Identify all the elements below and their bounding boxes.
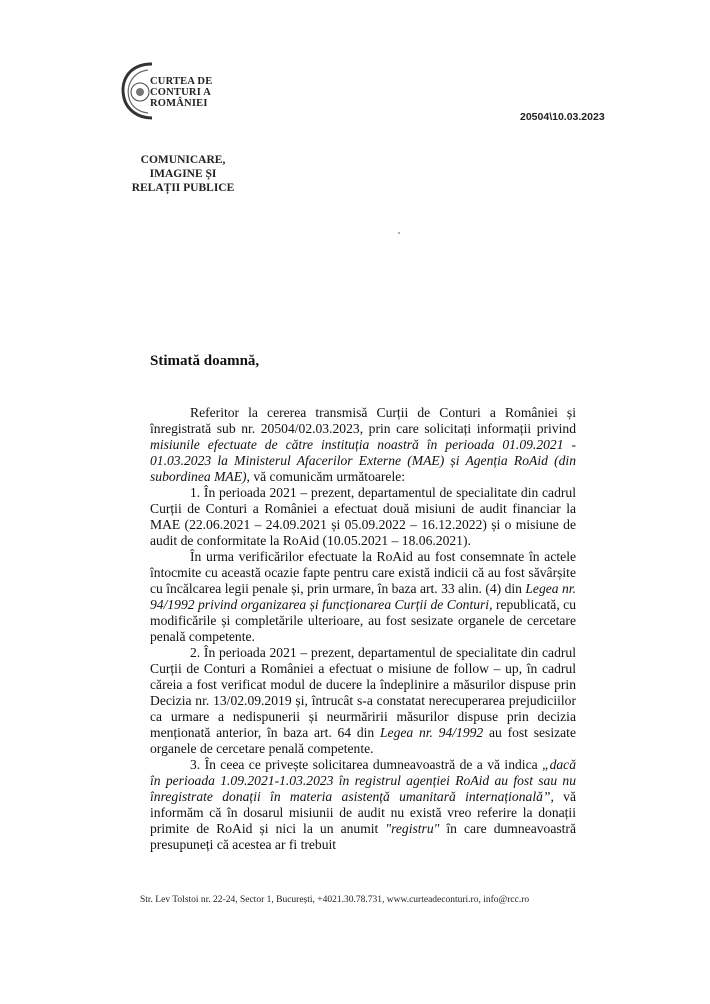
- text-run: 3. În ceea ce privește solicitarea dumneavoastră de a vă indica: [190, 757, 543, 772]
- letter-body: [150, 405, 576, 853]
- department-name: [128, 153, 238, 195]
- registration-number: 20504\10.03.2023: [520, 111, 605, 123]
- text-run: , vă informăm că în dosarul misiunii de audit nu există vreo referire la donații primite de RoAid și nici la un anumit: [150, 789, 576, 836]
- footer-contact: Str. Lev Tolstoi nr. 22-24, Sector 1, București, +4021.30.78.731, www.curteadeconturi.ro, info@rcc.ro: [140, 895, 530, 905]
- paragraph-roaid-findings: [150, 549, 576, 645]
- department-line-1: COMUNICARE,: [140, 154, 226, 166]
- text-run: , vă comunicăm următoarele:: [246, 469, 406, 484]
- logo-line-1: CURTEA DE: [150, 76, 213, 87]
- text-run-italic: "registru": [385, 821, 440, 836]
- text-run-italic: „dacă în perioada 1.09.2021-1.03.2023 în registrul agenției RoAid au fost sau nu înregistrate donații în materia asistență umanitară internațională”: [150, 757, 576, 804]
- text-run-italic: Legea nr. 94/1992: [379, 725, 484, 740]
- paragraph-point-3: [150, 757, 576, 853]
- paragraph-request: [150, 405, 576, 485]
- logo-line-2: CONTURI A: [150, 87, 212, 98]
- department-line-3: RELAȚII PUBLICE: [131, 182, 235, 194]
- paragraph-point-2: [150, 645, 576, 757]
- text-run: , republicată, cu modificările și completările ulterioare, au fost sesizate organele de cercetare penală competente.: [150, 597, 577, 644]
- scan-speck: [398, 232, 400, 234]
- text-run: 2. În perioada 2021 – prezent, departamentul de specialitate din cadrul Curții de Conturi a României a efectuat o misiune de follow – up, în cadrul căreia a fost verificat modul de ducere la îndeplinire a măsurilor dispuse prin Decizia nr. 13/02.09.2019 și, întrucât s-a constatat nerecuperarea prejudiciilor ca urmare a nedispunerii și neurmăririi măsurilor dispuse prin decizia menționată anterior, în baza art. 64 din: [150, 645, 576, 740]
- institution-logo: [118, 58, 228, 128]
- salutation: Stimată doamnă,: [150, 353, 260, 369]
- logo-text: [150, 76, 212, 109]
- text-run: au fost sesizate organele de cercetare penală competente.: [150, 725, 576, 756]
- text-run: în care dumneavoastră presupuneți că acestea ar fi trebuit: [150, 821, 576, 852]
- text-run: Referitor la cererea transmisă Curții de Conturi a României și înregistrată sub nr. 20504/02.03.2023, prin care solicitați informații privind: [150, 405, 576, 436]
- department-line-2: IMAGINE ȘI: [149, 168, 217, 180]
- text-run: În urma verificărilor efectuate la RoAid au fost consemnate în actele întocmite cu această ocazie fapte pentru care există indicii că au fost săvârșite cu încălcarea legii penale și, prin urmare, în baza art. 33 alin. (4) din: [150, 549, 576, 596]
- text-run-italic: Legea nr. 94/1992 privind organizarea și funcționarea Curții de Conturi: [150, 581, 576, 612]
- logo-line-3: ROMÂNIEI: [150, 98, 208, 109]
- paragraph-point-1: 1. În perioada 2021 – prezent, departamentul de specialitate din cadrul Curții de Conturi a României a efectuat două misiuni de audit financiar la MAE (22.06.2021 – 24.09.2021 și 05.09.2022 – 16.12.2022) și o misiune de audit de conformitate la RoAid (10.05.2021 – 18.06.2021).: [150, 485, 576, 548]
- text-run-italic: misiunile efectuate de către instituția noastră în perioada 01.09.2021 - 01.03.2023 la Ministerul Afacerilor Externe (MAE) și Agenția RoAid (din subordinea MAE): [150, 437, 576, 484]
